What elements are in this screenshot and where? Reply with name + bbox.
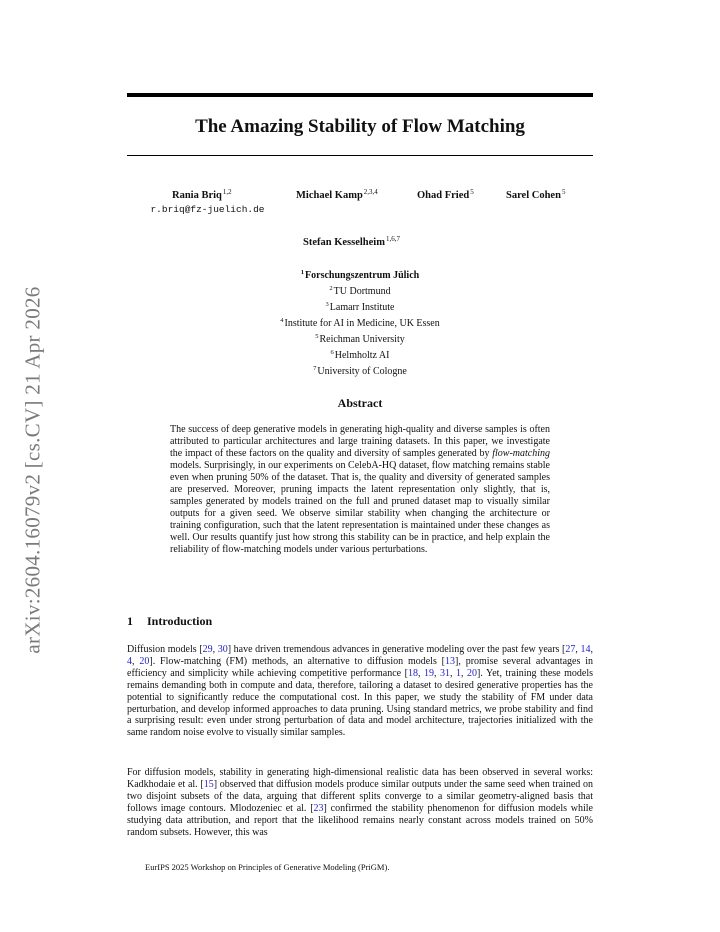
arxiv-identifier: arXiv:2604.16079v2 [cs.CV] 21 Apr 2026	[20, 286, 45, 654]
intro-paragraph-2	[127, 767, 593, 838]
intro-paragraph-1	[127, 644, 593, 739]
author-affiliation-marks: 5	[561, 188, 566, 196]
author-affiliation-marks: 5	[470, 188, 474, 196]
citation-link[interactable]: 27	[565, 644, 576, 655]
paragraph-text: ,	[461, 667, 468, 679]
author-sarel-cohen	[506, 188, 565, 201]
affiliation-list	[200, 266, 520, 378]
paper-title: The Amazing Stability of Flow Matching	[195, 116, 525, 137]
title-rule-bottom	[127, 155, 593, 156]
author-name: Ohad Fried	[417, 190, 470, 201]
paragraph-text: For diffusion models, stability in generating high-dimensional realistic data has been observed in several works: Kadkhodaie et al. [	[127, 767, 593, 790]
paragraph-text: ] confirmed the stability phenomenon for diffusion models while studying data attribution, and report that the likelihood remains nearly constant across models trained on 50% random subsets. However, this was	[127, 802, 593, 838]
citation-link[interactable]: 1	[456, 667, 462, 679]
paragraph-text: ,	[132, 655, 140, 667]
author-name: Michael Kamp	[296, 190, 363, 201]
citation-link[interactable]: 20	[467, 667, 478, 679]
citation-link[interactable]: 14	[580, 644, 591, 655]
citation-link[interactable]: 13	[445, 655, 456, 667]
citation-link[interactable]: 23	[313, 802, 324, 814]
section-title: Introduction	[147, 614, 213, 628]
paragraph-text: ,	[433, 667, 440, 679]
author-name: Stefan Kesselheim	[303, 237, 385, 248]
citation-link[interactable]: 19	[423, 667, 434, 679]
author-affiliation-marks: 1,2	[222, 188, 232, 196]
citation-link[interactable]: 15	[203, 778, 214, 790]
author-affiliation-marks: 2,3,4	[363, 188, 378, 196]
citation-link[interactable]: 20	[139, 655, 150, 667]
paragraph-text: ,	[417, 667, 424, 679]
affiliation-3: $^3$Lamarr Institute	[325, 301, 395, 313]
abstract-heading: Abstract	[337, 396, 383, 410]
author-name: Rania Briq	[172, 190, 222, 201]
section-number: 1	[127, 614, 133, 628]
author-ohad-fried	[417, 188, 474, 201]
citation-link[interactable]: 30	[217, 644, 228, 655]
affiliation-7: $^7$University of Cologne	[313, 365, 407, 377]
paragraph-text: ,	[212, 644, 218, 655]
arxiv-sidebar	[18, 250, 48, 690]
title-rule-top	[127, 93, 593, 97]
citation-link[interactable]: 4	[127, 655, 132, 667]
paragraph-text: ,	[590, 644, 593, 655]
author-affiliation-marks: 1,6,7	[385, 235, 400, 243]
author-stefan-kesselheim	[303, 235, 400, 248]
affiliation-5: $^5$Reichman University	[315, 333, 405, 345]
abstract-body: The success of deep generative models in generating high-quality and diverse samples is often attributed to particular architectures and large training datasets. In this paper, we investigate the impact of these factors on the quality and diversity of samples generated by flow-matching models. Surprisingly, in our experiments on CelebA-HQ dataset, flow matching remains stable even when pruning 50% of the dataset. That is, the quality and diversity of generated samples are preserved. Moreover, pruning impacts the latent representation only slightly, that is, samples generated by models trained on the full and pruned dataset map to visually similar outputs for a given seed. We observe similar stability when changing the architecture or training configuration, such that the latent representation is maintained under these changes as well. Our results quantify just how strong this stability can be in practice, and help explain the reliability of flow-matching models under various perturbations.	[170, 424, 550, 555]
paragraph-text: ,	[575, 644, 581, 655]
citation-link[interactable]: 18	[407, 667, 418, 679]
author-rania-briq	[172, 188, 232, 201]
author-name: Sarel Cohen	[506, 190, 561, 201]
paragraph-text: Diffusion models [	[127, 644, 203, 655]
affiliation-4: $^4$Institute for AI in Medicine, UK Essen	[280, 317, 440, 329]
paragraph-text: ,	[450, 667, 457, 679]
paragraph-text: ]. Flow-matching (FM) methods, an alternative to diffusion models [	[149, 655, 446, 667]
paragraph-text: ] observed that diffusion models produce similar outputs under the same seed when trained on two disjoint subsets of the data, arguing that different splits converge to a similar geometry-aligned basis that follows image contours. Mlodozeniec et al. [	[127, 778, 593, 814]
affiliation-2: $^2$TU Dortmund	[329, 285, 391, 297]
paragraph-text: ] have driven tremendous advances in generative modeling over the past few years [	[227, 644, 566, 655]
section-heading-introduction	[127, 614, 212, 629]
venue-footnote: EurIPS 2025 Workshop on Principles of Generative Modeling (PriGM).	[145, 862, 390, 872]
abstract-emphasis: flow-matching	[492, 447, 550, 459]
paragraph-text: ]. Yet, training these models remains demanding both in compute and data, therefore, tailoring a dataset to desired generative properties has the potential to significantly reduce the computational cost. In this paper, we study the stability of FM under data perturbation, and develop informed approaches to data pruning. Using standard metrics, we probe stability and find a surprising result: even under strong perturbation of data and model architecture, trajectories initialized with the same random noise evolve to visually similar samples.	[127, 667, 594, 739]
citation-link[interactable]: 31	[440, 667, 450, 679]
author-michael-kamp	[296, 188, 378, 201]
author-email[interactable]: r.briq@fz-juelich.de	[150, 204, 265, 215]
paragraph-text: ], promise several advantages in efficiency and simplicity while achieving competitive performance [	[127, 655, 593, 679]
affiliation-1: $^1$Forschungszentrum Jülich	[300, 269, 420, 281]
affiliation-6: $^6$Helmholtz AI	[330, 349, 390, 361]
citation-link[interactable]: 29	[202, 644, 213, 655]
